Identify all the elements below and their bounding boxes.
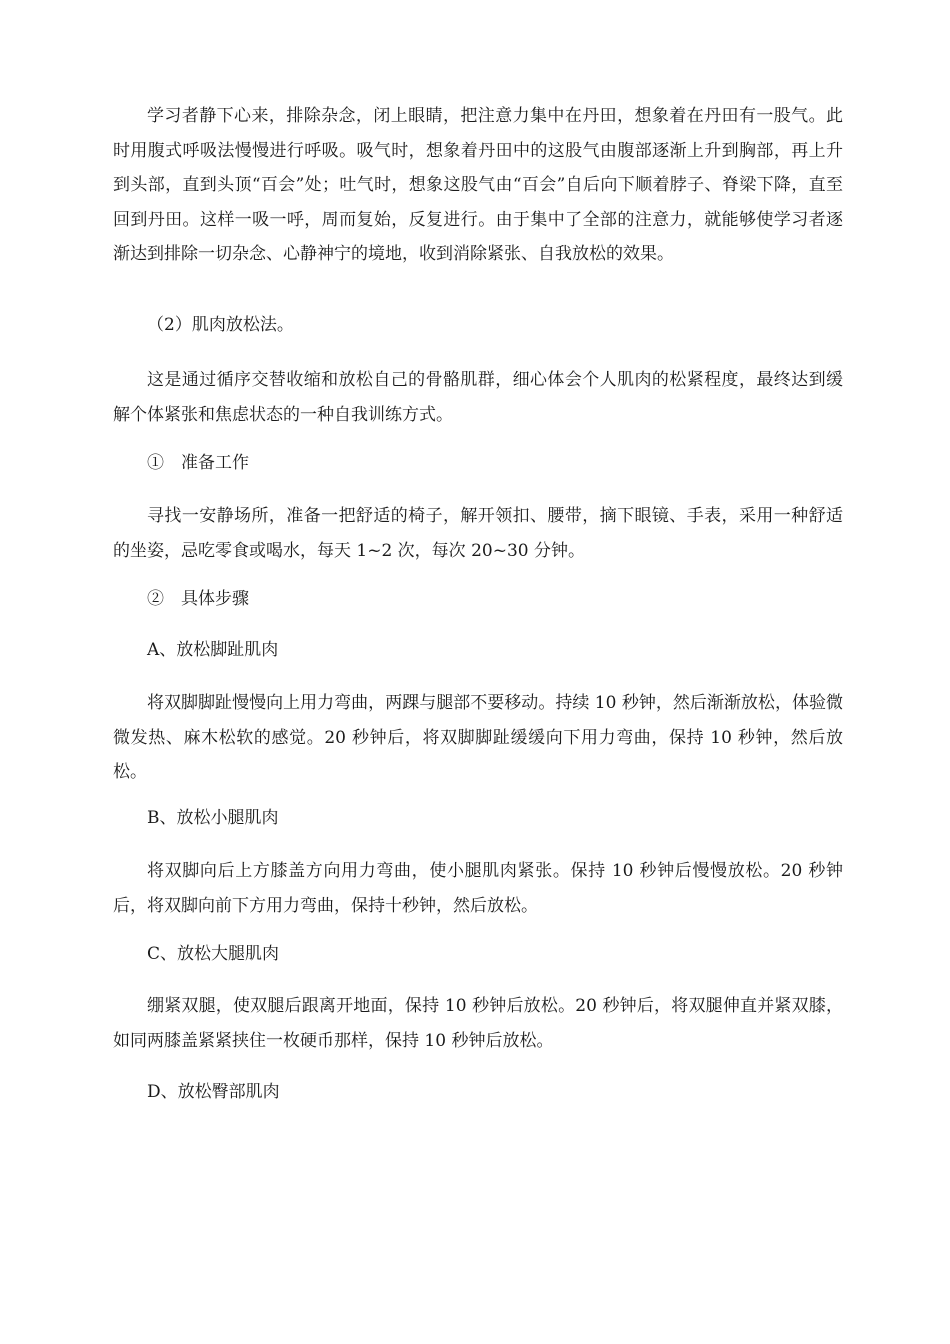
paragraph-preparation: 寻找一安静场所，准备一把舒适的椅子，解开领扣、腰带，摘下眼镜、手表，采用一种舒适的坐姿，忌吃零食或喝水，每天 1~2 次，每次 20~30 分钟。	[113, 506, 843, 561]
step-heading-thighs: C、放松大腿肌肉	[147, 944, 280, 964]
paragraph-meditation: 学习者静下心来，排除杂念，闭上眼睛，把注意力集中在丹田，想象着在丹田有一股气。此时用腹式呼吸法慢慢进行呼吸。吸气时，想象着丹田中的这股气由腹部逐渐上升到胸部，再上升到头部，直到头顶“百会”处；吐气时，想象这股气由“百会”自后向下顺着脖子、脊梁下降，直至回到丹田。这样一吸一呼，周而复始，反复进行。由于集中了全部的注意力，就能够使学习者逐渐达到排除一切杂念、心静神宁的境地，收到消除紧张、自我放松的效果。	[113, 106, 843, 264]
section-heading-muscle-relaxation: （2）肌肉放松法。	[147, 315, 294, 335]
paragraph-toes: 将双脚脚趾慢慢向上用力弯曲，两踝与腿部不要移动。持续 10 秒钟，然后渐渐放松，体验微微发热、麻木松软的感觉。20 秒钟后，将双脚脚趾缓缓向下用力弯曲，保持 10 秒钟，然后放松。	[113, 693, 843, 782]
paragraph-muscle-intro: 这是通过循序交替收缩和放松自己的骨骼肌群，细心体会个人肌肉的松紧程度，最终达到缓解个体紧张和焦虑状态的一种自我训练方式。	[113, 370, 843, 425]
step-heading-calves: B、放松小腿肌肉	[147, 808, 279, 828]
step-heading-toes: A、放松脚趾肌肉	[147, 640, 279, 660]
subheading-steps: ② 具体步骤	[147, 589, 249, 609]
step-heading-buttocks: D、放松臀部肌肉	[147, 1082, 280, 1102]
subheading-preparation: ① 准备工作	[147, 453, 249, 473]
paragraph-calves: 将双脚向后上方膝盖方向用力弯曲，使小腿肌肉紧张。保持 10 秒钟后慢慢放松。20 秒钟后，将双脚向前下方用力弯曲，保持十秒钟，然后放松。	[113, 861, 843, 916]
paragraph-thighs: 绷紧双腿，使双腿后跟离开地面，保持 10 秒钟后放松。20 秒钟后，将双腿伸直并紧双膝，如同两膝盖紧紧挟住一枚硬币那样，保持 10 秒钟后放松。	[113, 996, 843, 1051]
